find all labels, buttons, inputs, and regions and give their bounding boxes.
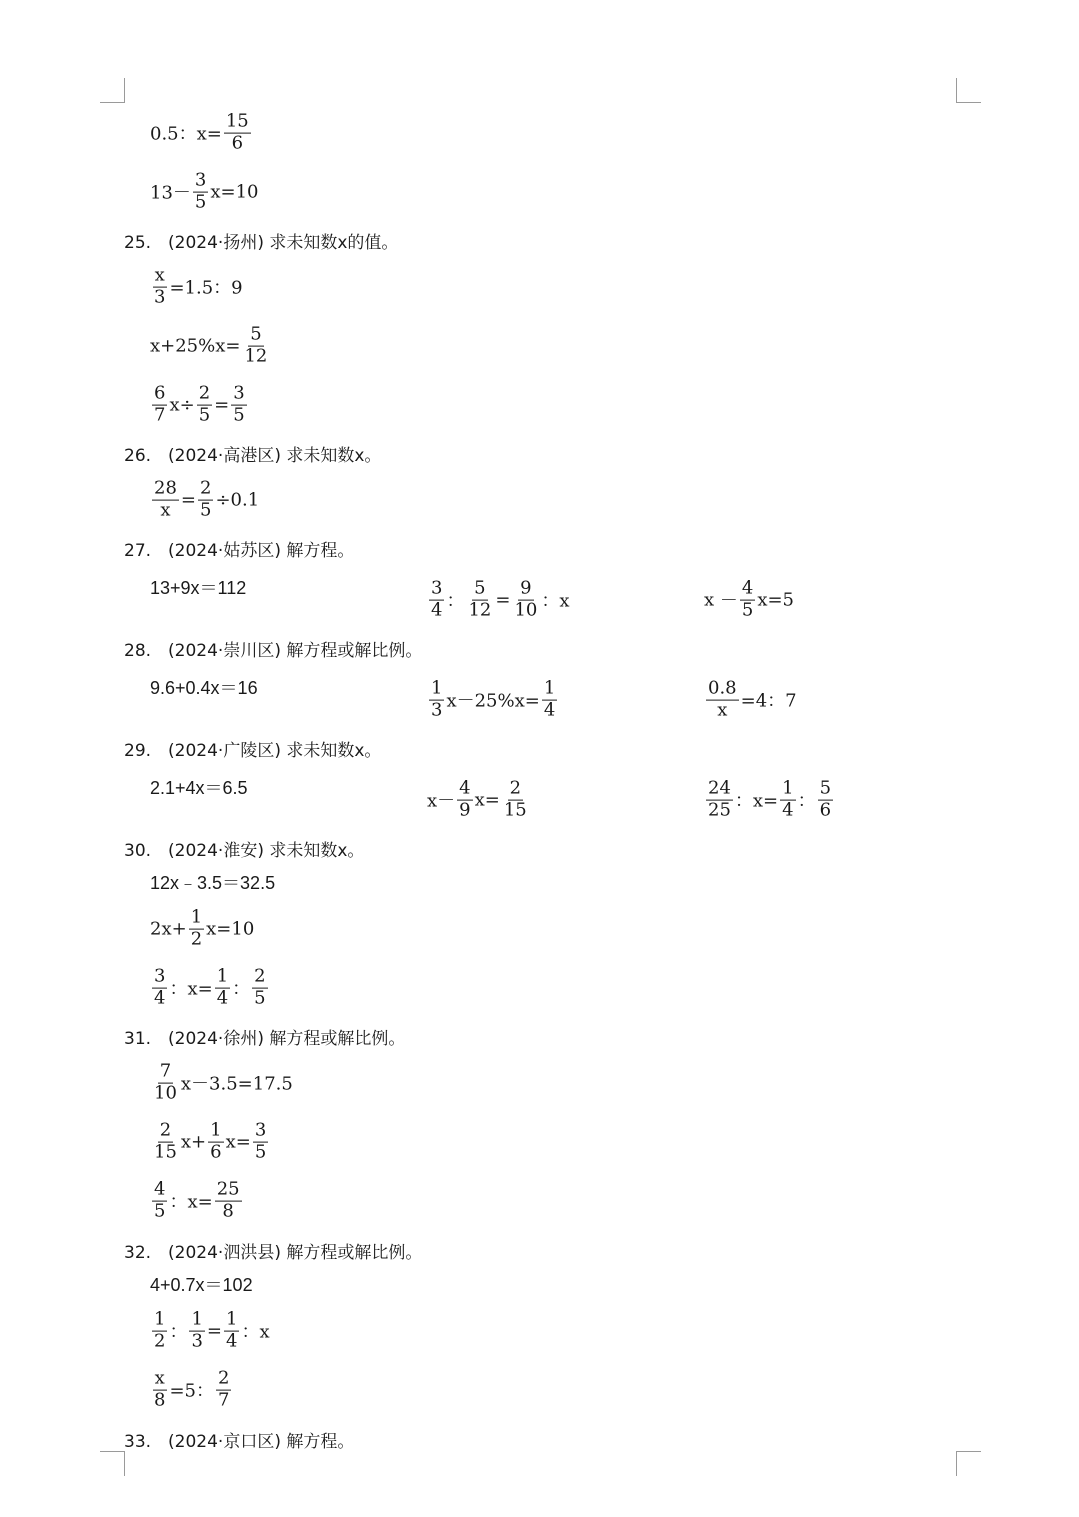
equation [150,906,255,950]
fraction [706,777,733,821]
numerator: 2 [198,382,211,404]
equation [150,477,260,521]
problem-32-heading: 32. (2024·泗洪县) 解方程或解比例。 [124,1243,423,1263]
problem-25-heading: 25. (2024·扬州) 求未知数x的值。 [124,233,399,253]
denominator: 4 [431,599,443,621]
fraction [189,1308,204,1352]
equation [704,777,835,821]
numerator: 3 [154,965,166,987]
denominator: 12 [468,599,492,621]
denominator: 5 [154,1200,166,1222]
numerator: 3 [254,1119,267,1141]
denominator: 6 [231,132,244,154]
denominator: 3 [431,699,443,721]
equation-text: 9.6+0.4x＝16 [150,678,258,698]
numerator: 5 [250,323,262,345]
denominator: 6 [210,1141,222,1163]
fraction [198,477,213,521]
denominator: 5 [233,404,245,426]
denominator: 5 [198,404,211,426]
equation [150,965,270,1009]
denominator: 6 [819,799,832,821]
equation [150,674,258,700]
crop-mark-bottom-right [956,1451,981,1476]
equation [150,1119,270,1163]
numerator: x [154,1367,165,1389]
equation-text: x=10 [206,918,255,940]
equation [150,382,249,426]
denominator: 5 [200,499,212,521]
fraction [502,777,529,821]
numerator: 4 [154,1178,166,1200]
equation [150,323,271,367]
equation-text: ： [446,591,465,612]
equation [427,677,559,721]
equation [150,1271,253,1297]
numerator: x [154,264,165,286]
fraction [197,382,212,426]
denominator: 5 [254,1141,267,1163]
denominator: 4 [782,799,794,821]
fraction [252,965,267,1009]
problem-33-heading: 33. (2024·京口区) 解方程。 [124,1432,355,1452]
crop-mark-top-left [100,78,125,103]
numerator: 0.8 [708,677,737,699]
numerator: 2 [254,965,266,987]
equation-text: x+ [180,1131,207,1153]
denominator: 10 [154,1082,177,1104]
fraction [152,965,167,1009]
equation-text: x－3.5=17.5 [180,1074,293,1095]
numerator: 2 [218,1367,230,1389]
equation-text: 2.1+4x＝6.5 [150,778,248,798]
fraction [224,110,251,154]
equation-text: =4：7 [740,691,797,712]
equation-text: ： [169,1322,188,1343]
numerator: 7 [159,1060,172,1082]
denominator: 25 [708,799,731,821]
problem-27-heading: 27. (2024·姑苏区) 解方程。 [124,541,355,561]
equation-text: x－25%x= [446,691,540,712]
fraction [457,777,472,821]
fraction [152,1178,167,1222]
equation [704,577,795,621]
numerator: 1 [226,1308,238,1330]
fraction [706,677,739,721]
denominator: 15 [503,799,527,821]
equation-text: = [180,489,196,511]
equation-text: x－ [427,791,456,812]
denominator: 10 [514,599,538,621]
numerator: 1 [191,1308,203,1330]
problem-31-heading: 31. (2024·徐州) 解方程或解比例。 [124,1029,406,1049]
fraction [466,577,493,621]
denominator: 3 [154,286,166,308]
numerator: 4 [741,577,754,599]
fraction [740,577,755,621]
numerator: 2 [509,777,522,799]
fraction [215,965,230,1009]
equation [427,577,570,621]
numerator: 4 [459,777,471,799]
fraction [152,1367,167,1411]
denominator: 3 [191,1330,203,1352]
equation-text: = [495,589,511,611]
fraction [189,906,204,950]
numerator: 5 [474,577,486,599]
numerator: 3 [194,169,207,191]
problem-29-heading: 29. (2024·广陵区) 求未知数x。 [124,741,382,761]
crop-mark-bottom-left [100,1451,125,1476]
equation [150,264,243,308]
equation-text: x= [225,1131,251,1153]
denominator: 8 [154,1389,166,1411]
fraction [152,1060,179,1104]
fraction [208,1119,223,1163]
equation-text: 4+0.7x＝102 [150,1275,253,1295]
equation [427,777,531,821]
equation-text: x÷ [169,394,195,416]
denominator: 4 [216,987,229,1009]
fraction [542,677,557,721]
denominator: 5 [254,987,266,1009]
denominator: 9 [459,799,471,821]
equation-text: =1.5：9 [169,278,243,299]
numerator: 25 [216,1178,240,1200]
equation [150,1308,270,1352]
equation-text: 13－ [150,183,191,204]
problem-30-heading: 30. (2024·淮安) 求未知数x。 [124,841,365,861]
denominator: 4 [154,987,166,1009]
equation-text: ： [232,979,251,1000]
equation [150,1367,233,1411]
equation-text: ： [797,791,816,812]
equation-text: － [719,591,738,612]
crop-mark-top-right [956,78,981,103]
equation-text: ：x= [734,791,779,812]
equation-text: x=5 [757,589,795,611]
problem-26-heading: 26. (2024·高港区) 求未知数x。 [124,446,382,466]
equation-text: x=10 [210,181,259,203]
numerator: 1 [210,1119,222,1141]
equation [150,110,253,154]
fraction [152,477,179,521]
fraction [429,577,444,621]
denominator: 7 [154,404,166,426]
numerator: 15 [225,110,249,132]
fraction [216,1367,231,1411]
denominator: 7 [218,1389,230,1411]
equation [150,869,275,895]
equation-text: x= [474,789,500,811]
equation [704,677,797,721]
fraction [231,382,246,426]
denominator: 4 [226,1330,238,1352]
numerator: 28 [154,477,177,499]
equation-text: 2x+ [150,918,187,940]
equation-text: x+25%x= [150,335,241,357]
equation-text: ：x [241,1322,270,1343]
equation-text: ÷0.1 [215,489,260,511]
equation [150,574,246,600]
numerator: 1 [431,677,443,699]
equation-text: ：x= [169,1192,213,1213]
numerator: 5 [819,777,832,799]
fraction [193,169,208,213]
numerator: 2 [159,1119,172,1141]
fraction [818,777,833,821]
fraction [152,382,167,426]
numerator: 3 [431,577,443,599]
denominator: 15 [154,1141,177,1163]
equation-text: 0.5：x= [150,124,222,145]
equation-text: =5： [169,1381,214,1402]
denominator: 12 [244,345,268,367]
denominator: x [717,699,728,721]
fraction [215,1178,242,1222]
numerator: 6 [154,382,166,404]
fraction [152,1119,179,1163]
numerator: 1 [782,777,794,799]
equation-text: 12x﹣3.5＝32.5 [150,873,276,893]
equation-text: = [214,394,230,416]
numerator: 3 [233,382,245,404]
equation-text: ：x [541,591,570,612]
equation-text: 13+9x＝112 [150,578,247,598]
numerator: 9 [520,577,532,599]
denominator: 5 [194,191,207,213]
fraction [152,1308,167,1352]
fraction [512,577,539,621]
equation-text: x [704,589,720,611]
numerator: 1 [216,965,229,987]
numerator: 1 [154,1308,166,1330]
equation [150,169,259,213]
equation-text: ：x= [169,979,213,1000]
denominator: x [160,499,171,521]
equation [150,774,248,800]
denominator: 4 [543,699,556,721]
numerator: 1 [190,906,203,928]
equation [150,1178,244,1222]
fraction [780,777,795,821]
denominator: 2 [154,1330,166,1352]
fraction [242,323,269,367]
fraction [224,1308,239,1352]
denominator: 8 [222,1200,234,1222]
equation-text: = [206,1320,222,1342]
fraction [152,264,167,308]
numerator: 2 [200,477,212,499]
fraction [253,1119,268,1163]
problem-28-heading: 28. (2024·崇川区) 解方程或解比例。 [124,641,423,661]
fraction [429,677,444,721]
denominator: 5 [741,599,754,621]
numerator: 24 [708,777,731,799]
equation [150,1060,293,1104]
denominator: 2 [190,928,203,950]
numerator: 1 [543,677,556,699]
